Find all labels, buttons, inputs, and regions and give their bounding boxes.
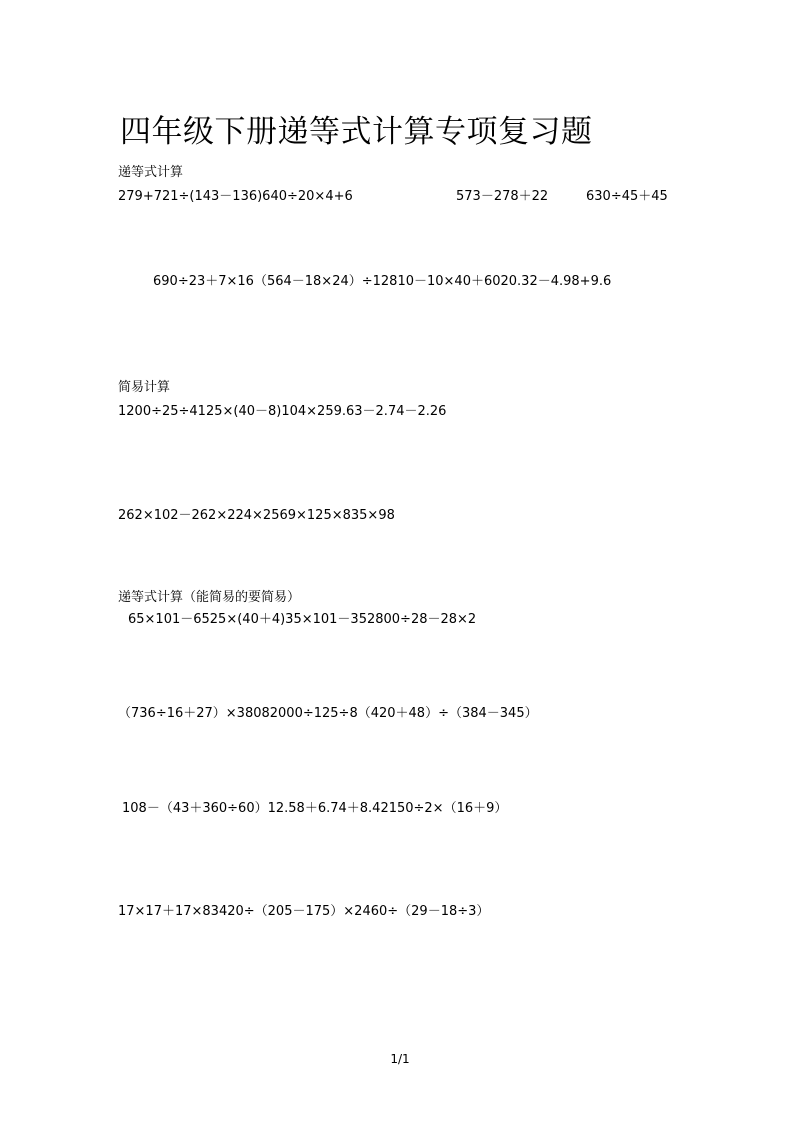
expression-line: 17×17＋17×83420÷（205－175）×2460÷（29－18÷3）	[118, 904, 490, 919]
expression-line: （736÷16＋27）×38082000÷125÷8（420＋48）÷（384－345）	[118, 706, 538, 721]
section-heading-2: 简易计算	[118, 380, 171, 395]
expression-line: 262×102－262×224×2569×125×835×98	[118, 508, 395, 523]
section-heading-1: 递等式计算	[118, 165, 184, 180]
expression-line: 690÷23＋7×16（564－18×24）÷12810－10×40＋6020.32－4.98+9.6	[153, 274, 612, 289]
expression-line: 573－278＋22	[456, 189, 549, 204]
page-number: 1/1	[390, 1052, 410, 1066]
expression-line: 279+721÷(143－136)640÷20×4+6	[118, 189, 353, 204]
expression-line: 1200÷25÷4125×(40－8)104×259.63－2.74－2.26	[118, 404, 447, 419]
expression-line: 108－（43＋360÷60）12.58＋6.74＋8.42150÷2×（16＋9）	[122, 801, 508, 816]
page-title: 四年级下册递等式计算专项复习题	[120, 114, 593, 150]
expression-line: 65×101－6525×(40＋4)35×101－352800÷28－28×2	[128, 612, 477, 627]
expression-line: 630÷45＋45	[586, 189, 668, 204]
section-heading-3: 递等式计算（能简易的要简易）	[118, 590, 301, 605]
